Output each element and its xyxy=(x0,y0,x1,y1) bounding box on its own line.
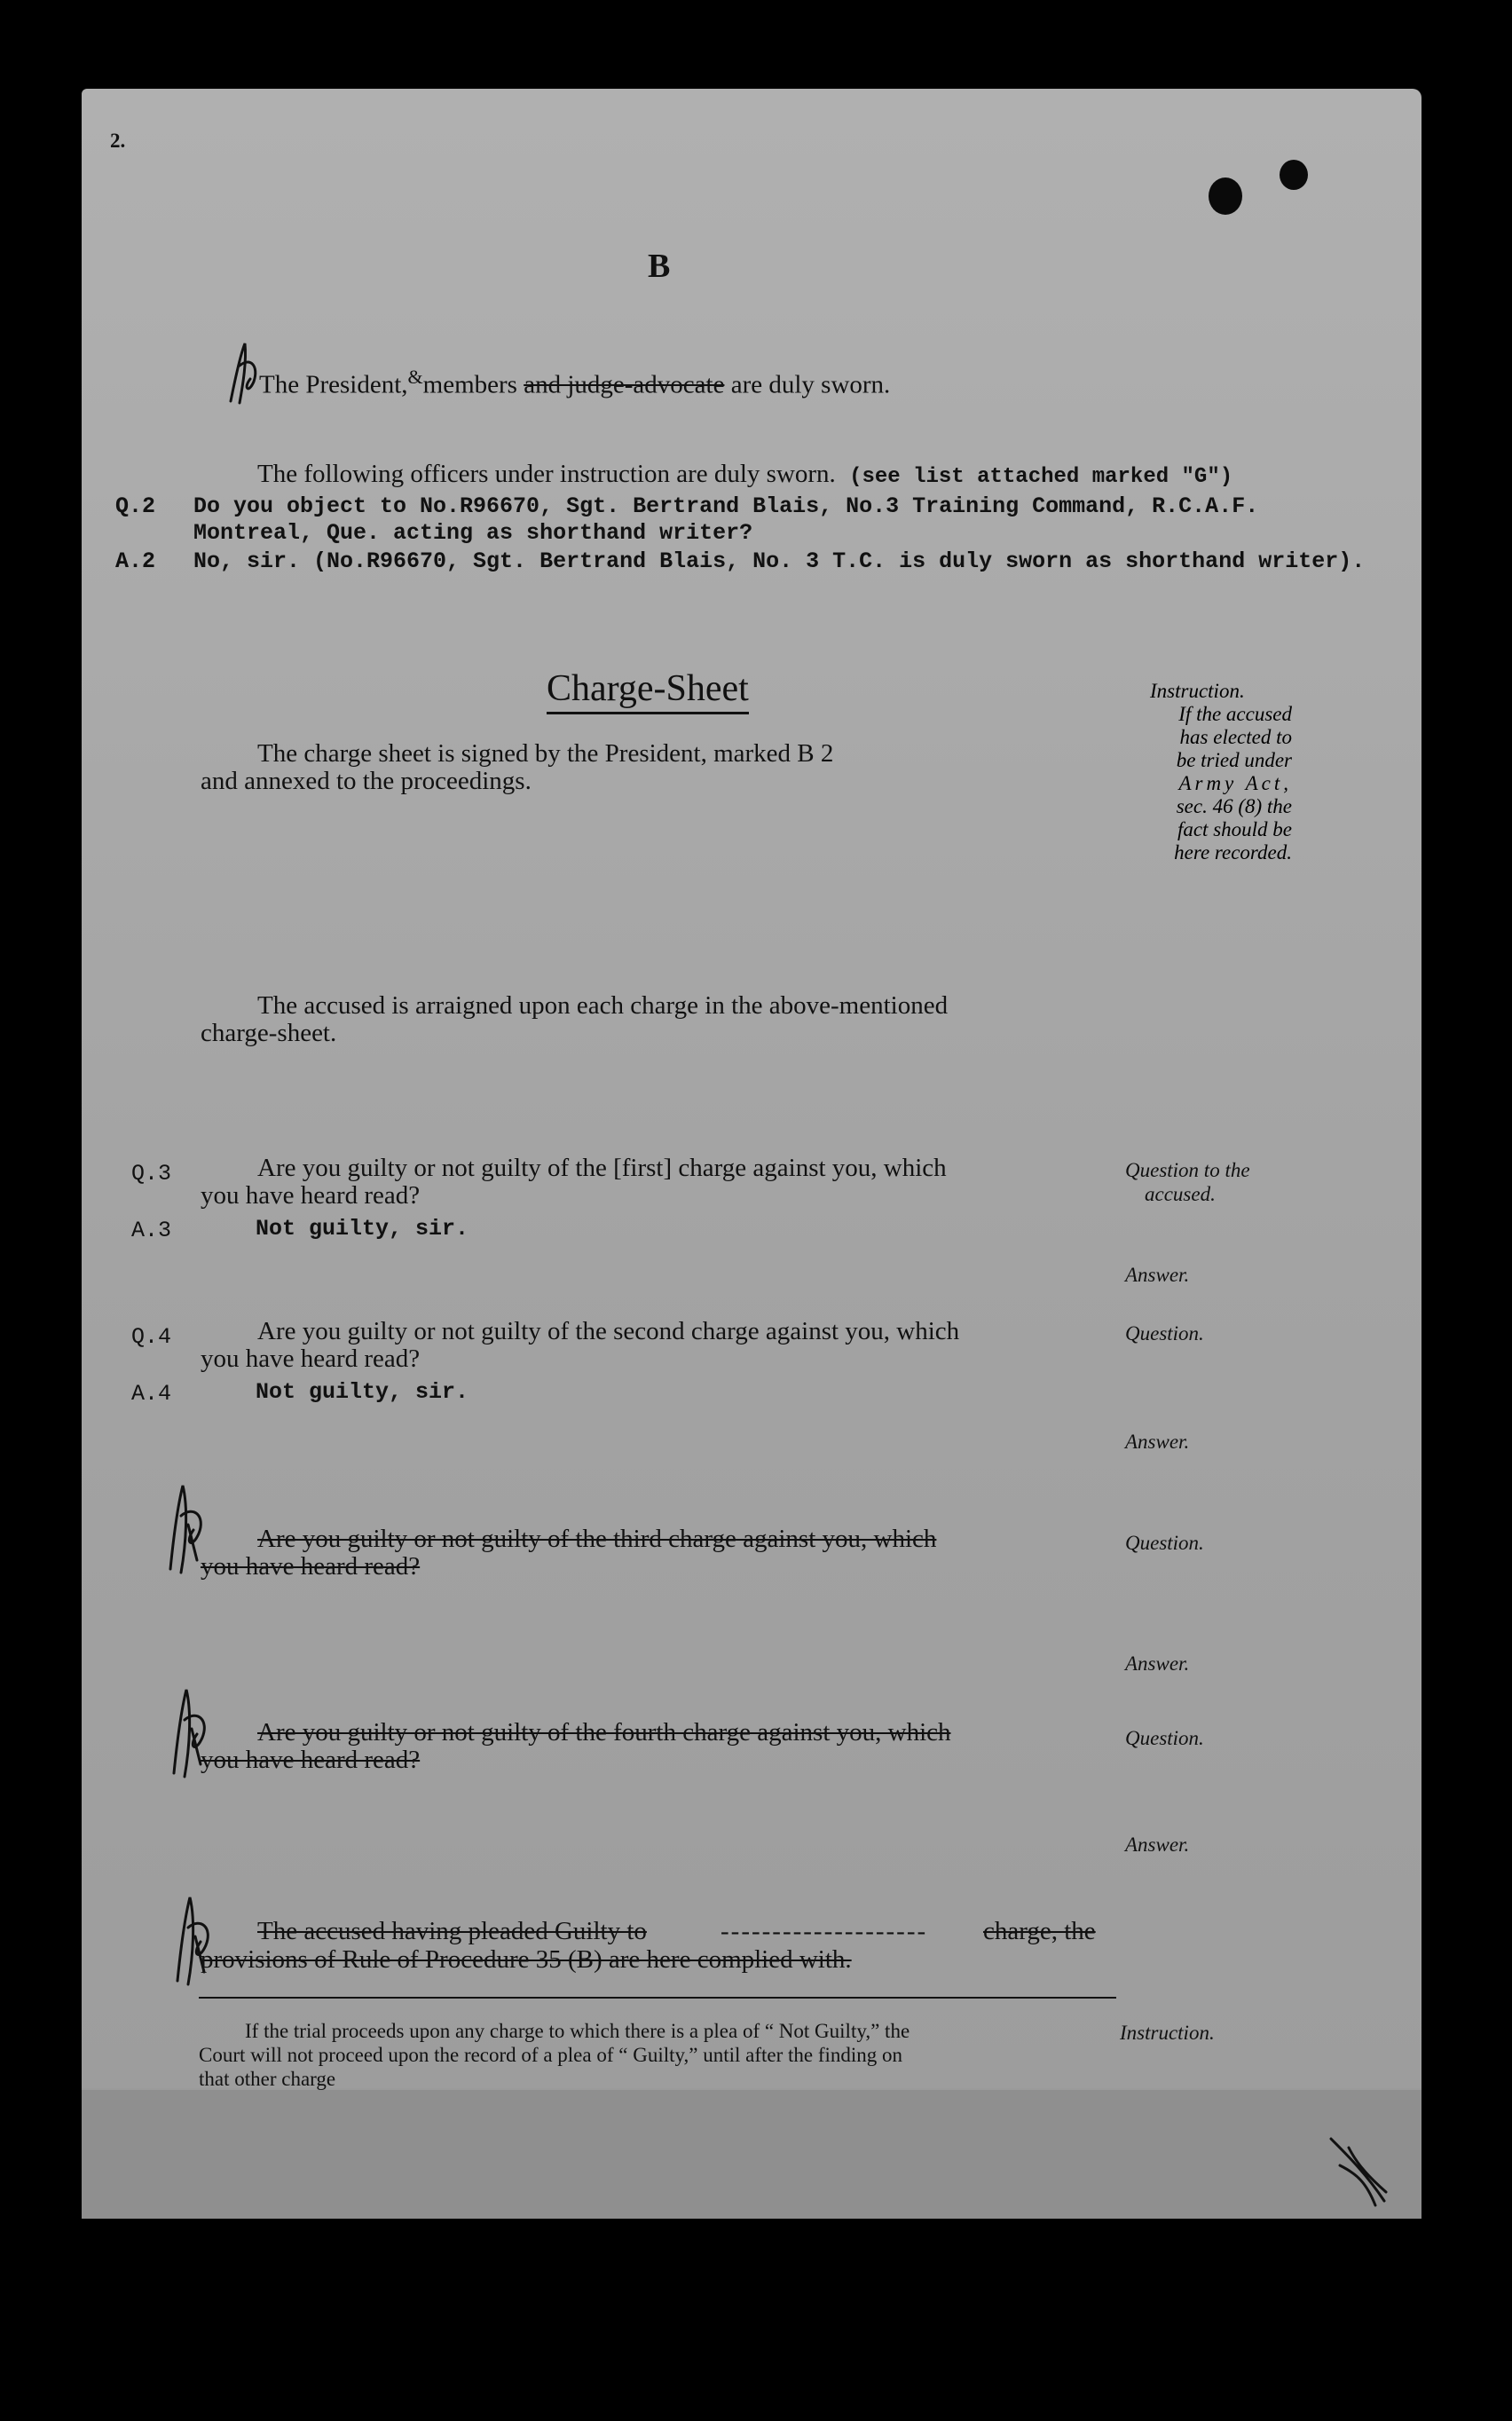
charge-sheet-line1: The charge sheet is signed by the President, marked B 2 xyxy=(257,739,834,768)
q2-label: Q.2 xyxy=(115,493,156,519)
initials-mark xyxy=(169,1892,222,1990)
punch-hole xyxy=(1280,160,1308,190)
q4-label: Q.4 xyxy=(131,1324,172,1350)
q3-label: Q.3 xyxy=(131,1161,172,1187)
struck-third-charge-line1: Are you guilty or not guilty of the third charge against you, which xyxy=(257,1525,937,1553)
q3-line1: Are you guilty or not guilty of the [first] charge against you, which xyxy=(257,1154,947,1182)
q4-side-note: Question. xyxy=(1125,1322,1204,1345)
divider-rule xyxy=(199,1997,1116,1999)
a2-label: A.2 xyxy=(115,548,156,574)
a4-side-note: Answer. xyxy=(1125,1431,1190,1453)
officers-line: The following officers under instruction are duly sworn. (see list attached marked "G") xyxy=(257,460,1233,489)
q3-line2: you have heard read? xyxy=(201,1181,421,1210)
arraigned-line2: charge-sheet. xyxy=(201,1019,337,1047)
arraigned-line1: The accused is arraigned upon each charge in the above-mentioned xyxy=(257,991,949,1020)
q3-side-note-2: accused. xyxy=(1145,1183,1216,1205)
q4-line1: Are you guilty or not guilty of the second charge against you, which xyxy=(257,1317,960,1345)
instruction-side-note: Instruction. If the accused has elected to be tried under Army Act, sec. 46 (8) the fact should be here recorded. xyxy=(1150,680,1292,864)
footer-line3: that other charge xyxy=(199,2068,336,2090)
third-answer-side-note: Answer. xyxy=(1125,1652,1190,1675)
charge-sheet-line2: and annexed to the proceedings. xyxy=(201,767,532,795)
fourth-answer-side-note: Answer. xyxy=(1125,1833,1190,1856)
struck-fourth-charge-line2: you have heard read? xyxy=(201,1746,421,1774)
q2-line2: Montreal, Que. acting as shorthand writer? xyxy=(193,520,753,546)
a2-text: No, sir. (No.R96670, Sgt. Bertrand Blais, No. 3 T.C. is duly sworn as shorthand writer). xyxy=(193,548,1366,574)
struck-judge-advocate: and judge-advocate xyxy=(524,370,725,399)
sworn-line: The President,&members and judge-advocate are duly sworn. xyxy=(259,366,891,399)
section-letter: B xyxy=(648,248,671,285)
a4-text: Not guilty, sir. xyxy=(256,1379,469,1405)
struck-third-charge-line2: you have heard read? xyxy=(201,1552,421,1581)
a3-text: Not guilty, sir. xyxy=(256,1216,469,1242)
q4-line2: you have heard read? xyxy=(201,1345,421,1373)
page-bottom-margin xyxy=(82,2088,1421,2219)
struck-pleaded-guilty-line1b: charge, the xyxy=(983,1917,1096,1945)
page-number: 2. xyxy=(110,130,126,152)
footer-line1: If the trial proceeds upon any charge to which there is a plea of “ Not Guilty,” the xyxy=(245,2020,910,2042)
struck-pleaded-guilty-line1a: The accused having pleaded Guilty to xyxy=(257,1917,647,1945)
struck-fourth-charge-line1: Are you guilty or not guilty of the fourth charge against you, which xyxy=(257,1718,951,1747)
struck-pleaded-guilty-line2: provisions of Rule of Procedure 35 (B) are here complied with. xyxy=(201,1945,852,1974)
a3-label: A.3 xyxy=(131,1218,172,1243)
charge-sheet-heading: Charge-Sheet xyxy=(547,667,749,714)
q3-side-note: Question to the xyxy=(1125,1159,1250,1181)
footer-side-note: Instruction. xyxy=(1120,2022,1215,2044)
a3-side-note: Answer. xyxy=(1125,1264,1190,1286)
pleaded-dashes: -------------------- xyxy=(721,1917,928,1945)
third-question-side-note: Question. xyxy=(1125,1532,1204,1554)
fourth-question-side-note: Question. xyxy=(1125,1727,1204,1749)
corner-ink-mark xyxy=(1322,2130,1393,2210)
footer-line2: Court will not proceed upon the record of a plea of “ Guilty,” until after the finding on xyxy=(199,2044,903,2066)
q2-line1: Do you object to No.R96670, Sgt. Bertrand Blais, No.3 Training Command, R.C.A.F. xyxy=(193,493,1259,519)
a4-label: A.4 xyxy=(131,1381,172,1407)
punch-hole xyxy=(1209,177,1242,215)
